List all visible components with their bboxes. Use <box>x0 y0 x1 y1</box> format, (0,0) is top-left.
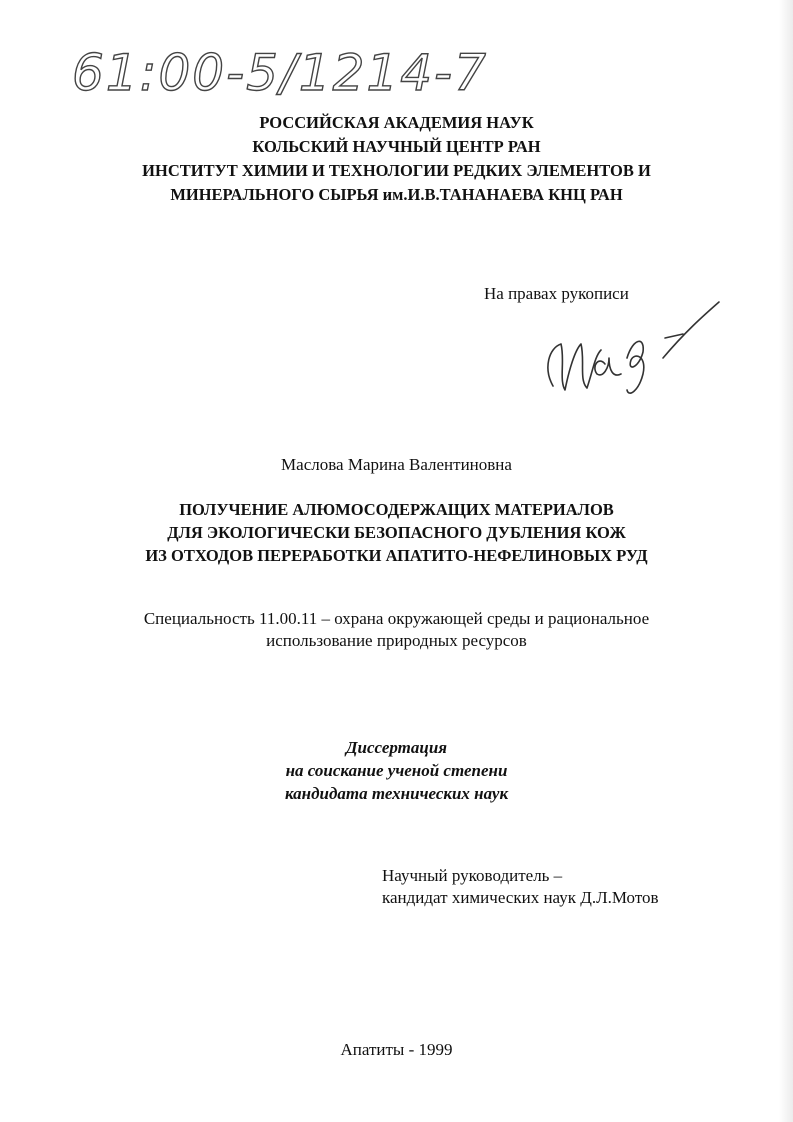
title-line-1: ПОЛУЧЕНИЕ АЛЮМОСОДЕРЖАЩИХ МАТЕРИАЛОВ <box>179 500 614 519</box>
author-name: Маслова Марина Валентиновна <box>281 455 512 474</box>
supervisor-line-1: Научный руководитель – <box>382 866 563 885</box>
degree-line-3: кандидата технических наук <box>284 784 509 803</box>
svg-text:61:00-5/1214-7: 61:00-5/1214-7 <box>72 44 488 102</box>
title-line-2: ДЛЯ ЭКОЛОГИЧЕСКИ БЕЗОПАСНОГО ДУБЛЕНИЯ КОЖ <box>167 523 626 542</box>
author-signature <box>535 298 725 408</box>
scientific-supervisor <box>382 865 659 909</box>
title-line-3: ИЗ ОТХОДОВ ПЕРЕРАБОТКИ АПАТИТО-НЕФЕЛИНОВЫХ РУД <box>145 546 648 565</box>
page-edge-shadow <box>779 0 793 1122</box>
degree-statement <box>0 736 793 805</box>
specialty <box>0 608 793 652</box>
header-institute: ИНСТИТУТ ХИМИИ И ТЕХНОЛОГИИ РЕДКИХ ЭЛЕМЕНТОВ И <box>142 161 651 180</box>
header-center: КОЛЬСКИЙ НАУЧНЫЙ ЦЕНТР РАН <box>252 137 541 156</box>
header-academy: РОССИЙСКАЯ АКАДЕМИЯ НАУК <box>259 113 534 132</box>
degree-line-1: Диссертация <box>345 738 448 757</box>
manuscript-rights-label: На правах рукописи <box>484 284 629 303</box>
city-year: Апатиты - 1999 <box>340 1040 453 1059</box>
specialty-line-1: Специальность 11.00.11 – охрана окружающей среды и рациональное <box>143 609 650 628</box>
handwritten-archive-number <box>70 38 488 108</box>
institution-header <box>0 111 793 207</box>
header-institute-cont: МИНЕРАЛЬНОГО СЫРЬЯ им.И.В.ТАНАНАЕВА КНЦ РАН <box>170 185 623 204</box>
specialty-line-2: использование природных ресурсов <box>266 631 527 650</box>
supervisor-line-2: кандидат химических наук Д.Л.Мотов <box>382 888 659 907</box>
dissertation-title <box>0 498 793 567</box>
degree-line-2: на соискание ученой степени <box>285 761 508 780</box>
